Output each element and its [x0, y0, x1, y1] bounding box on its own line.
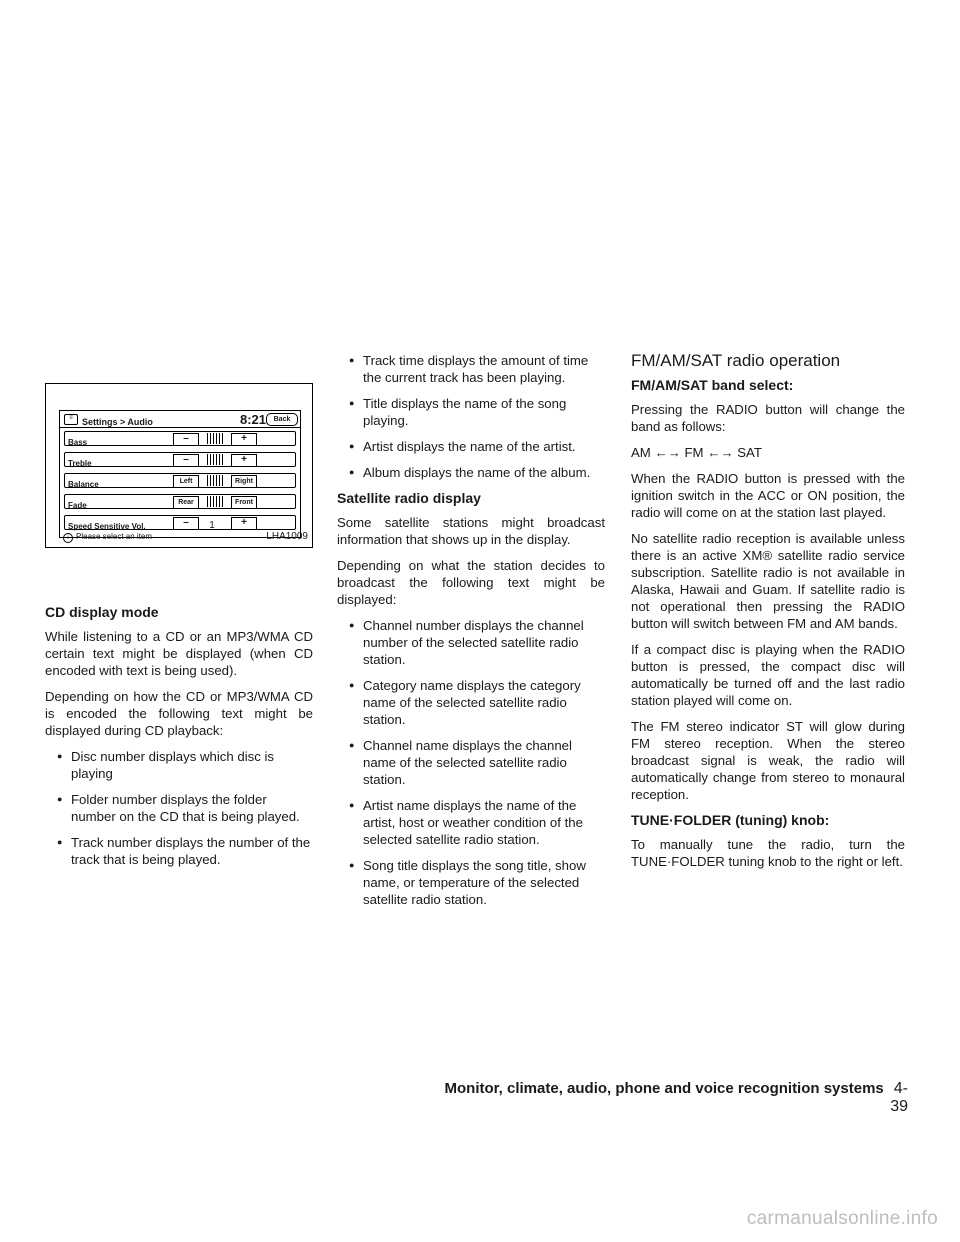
speed-sensitive-value: 1 [209, 520, 215, 531]
watermark: carmanualsonline.info [746, 1208, 938, 1229]
setting-row-bass [64, 431, 296, 446]
level-meter [207, 454, 225, 465]
column-1 [45, 357, 313, 877]
band-sequence: AM ←→ FM ←→ SAT [631, 445, 762, 460]
figure-code: LHA1009 [266, 531, 308, 542]
level-meter [207, 496, 225, 507]
list-item: ● Artist displays the name of the artist. [337, 438, 605, 455]
audio-settings-figure [45, 383, 313, 548]
list-item: ● Song title displays the song title, show name, or temperature of the selected satellite radio station. [337, 857, 605, 908]
increase-button: + [231, 433, 257, 446]
screen-title: Settings > Audio [82, 417, 153, 427]
satellite-paragraph-2: Depending on what the station decides to broadcast the following text might be displayed: [337, 558, 605, 607]
menu-icon: ≡ [64, 414, 78, 425]
setting-row-treble [64, 452, 296, 467]
cd-bullet-list-continued [337, 352, 605, 481]
satellite-paragraph-1: Some satellite stations might broadcast information that shows up in the display. [337, 515, 605, 547]
list-item: ● Track number displays the number of the track that is being played. [45, 834, 313, 868]
column-2 [337, 352, 605, 917]
fade-front-button: Front [231, 496, 257, 509]
setting-label: Treble [68, 459, 92, 468]
tune-folder-heading: TUNE·FOLDER (tuning) knob: [631, 812, 830, 828]
column-3 [631, 352, 905, 879]
increase-button: + [231, 517, 257, 530]
section-title: Monitor, climate, audio, phone and voice recognition systems [444, 1080, 884, 1097]
cd-display-heading: CD display mode [45, 604, 159, 620]
list-item: ● Channel name displays the channel name of the selected satellite radio station. [337, 737, 605, 788]
list-item: ● Artist name displays the name of the artist, host or weather condition of the selected satellite radio station. [337, 797, 605, 848]
decrease-button: – [173, 517, 199, 530]
setting-row-balance [64, 473, 296, 488]
list-item: ● Channel number displays the channel number of the selected satellite radio station. [337, 617, 605, 668]
setting-row-fade [64, 494, 296, 509]
audio-settings-screen [59, 410, 301, 538]
xm-paragraph: No satellite radio reception is available unless there is an active XM® satellite radio service subscription. Satellite radio is not available in Alaska, Hawaii and Guam. If satellite radio is not operational then pressing the RADIO button will switch between FM and AM bands. [631, 531, 905, 631]
list-item: ● Track time displays the amount of time the current track has been playing. [337, 352, 605, 386]
cd-paragraph-2: Depending on how the CD or MP3/WMA CD is encoded the following text might be displayed during CD playback: [45, 689, 313, 738]
status-bar [63, 528, 152, 545]
radio-operation-title: FM/AM/SAT radio operation [631, 351, 841, 370]
page-number: 4-39 [890, 1080, 908, 1115]
screen-header [60, 411, 300, 428]
cd-radio-paragraph: If a compact disc is playing when the RADIO button is pressed, the compact disc will automatically be turned off and the last radio station played will come on. [631, 642, 905, 708]
page-footer [438, 1080, 908, 1116]
list-item: ● Album displays the name of the album. [337, 464, 605, 481]
fade-rear-button: Rear [173, 496, 199, 509]
decrease-button: – [173, 454, 199, 467]
band-paragraph: Pressing the RADIO button will change the band as follows: [631, 402, 905, 434]
setting-label: Speed Sensitive Vol. [68, 522, 146, 531]
decrease-button: – [173, 433, 199, 446]
balance-right-button: Right [231, 475, 257, 488]
level-meter [207, 475, 225, 486]
list-item: ● Title displays the name of the song playing. [337, 395, 605, 429]
satellite-display-heading: Satellite radio display [337, 490, 481, 506]
setting-label: Balance [68, 480, 99, 489]
tune-paragraph: To manually tune the radio, turn the TUNE·FOLDER tuning knob to the right or left. [631, 837, 905, 869]
stereo-paragraph: The FM stereo indicator ST will glow during FM stereo reception. When the stereo broadcast signal is weak, the radio will automatically change from stereo to monaural reception. [631, 719, 905, 802]
info-icon: i [63, 533, 73, 543]
list-item: ● Folder number displays the folder number on the CD that is being played. [45, 791, 313, 825]
ignition-paragraph: When the RADIO button is pressed with the ignition switch in the ACC or ON position, the radio will come on at the station last played. [631, 471, 905, 520]
band-select-heading: FM/AM/SAT band select: [631, 377, 794, 393]
back-button: Back [266, 413, 298, 426]
balance-left-button: Left [173, 475, 199, 488]
status-text: Please select an item [76, 532, 153, 541]
list-item: ● Disc number displays which disc is playing [45, 748, 313, 782]
cd-paragraph-1: While listening to a CD or an MP3/WMA CD certain text might be displayed (when CD encoded with text is being used). [45, 629, 313, 678]
setting-label: Fade [68, 501, 87, 510]
cd-bullet-list [45, 748, 313, 868]
setting-label: Bass [68, 438, 88, 447]
satellite-bullet-list [337, 617, 605, 908]
level-meter [207, 433, 225, 444]
increase-button: + [231, 454, 257, 467]
list-item: ● Category name displays the category name of the selected satellite radio station. [337, 677, 605, 728]
clock-time: 8:21 [239, 412, 266, 427]
